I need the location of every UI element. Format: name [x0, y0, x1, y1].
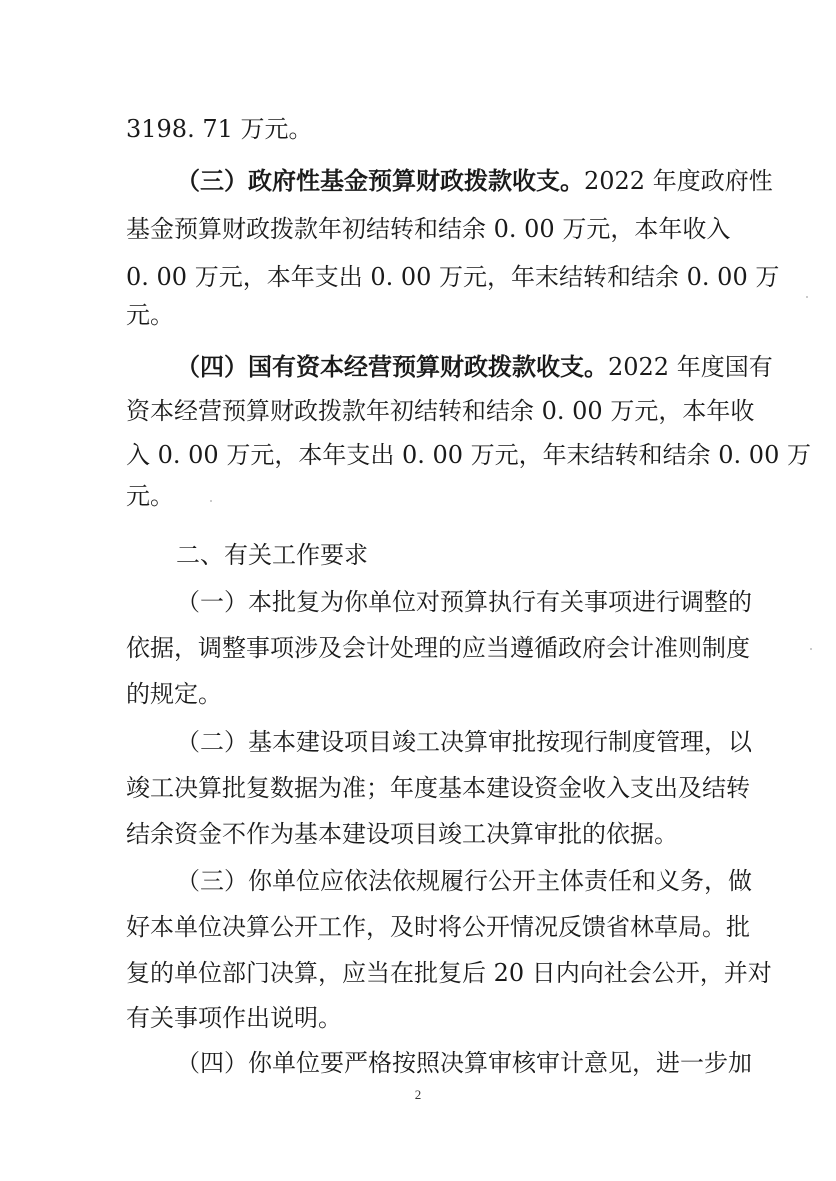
scan-speck: [210, 500, 212, 502]
paragraph-line: 基金预算财政拨款年初结转和结余 0. 00 万元，本年收入: [126, 215, 731, 243]
paragraph-line: （一）本批复为你单位对预算执行有关事项进行调整的: [176, 588, 752, 616]
subsection-heading-3: （三）政府性基金预算财政拨款收支。: [176, 167, 584, 195]
paragraph-text: 2022 年度政府性: [584, 167, 773, 195]
paragraph-line: 结余资金不作为基本建设项目竣工决算审批的依据。: [126, 820, 678, 848]
paragraph-line: 竣工决算批复数据为准；年度基本建设资金收入支出及结转: [126, 774, 750, 802]
paragraph-line: （二）基本建设项目竣工决算审批按现行制度管理，以: [176, 728, 752, 756]
paragraph-line: 资本经营预算财政拨款年初结转和结余 0. 00 万元，本年收: [126, 397, 755, 425]
paragraph-line: 元。: [126, 301, 174, 329]
paragraph-line: （四）你单位要严格按照决算审核审计意见，进一步加: [176, 1049, 752, 1077]
paragraph-heading-line: [176, 352, 773, 382]
paragraph-heading-line: [176, 166, 773, 196]
page-number: 2: [414, 1087, 422, 1102]
section-title: 二、有关工作要求: [176, 541, 368, 569]
paragraph-line: （三）你单位应依法依规履行公开主体责任和义务，做: [176, 867, 752, 895]
paragraph-line: 依据，调整事项涉及会计处理的应当遵循政府会计准则制度: [126, 634, 750, 662]
paragraph-line: 复的单位部门决算，应当在批复后 20 日内向社会公开，并对: [126, 959, 772, 987]
paragraph-line: 0. 00 万元，本年支出 0. 00 万元，年末结转和结余 0. 00 万: [126, 263, 780, 291]
scan-speck: [810, 648, 812, 650]
paragraph-line: 好本单位决算公开工作，及时将公开情况反馈省林草局。批: [126, 913, 750, 941]
scan-speck: [806, 296, 808, 298]
paragraph-text: 2022 年度国有: [608, 353, 773, 381]
subsection-heading-4: （四）国有资本经营预算财政拨款收支。: [176, 353, 608, 381]
paragraph-line: 3198. 71 万元。: [126, 115, 313, 143]
paragraph-line: 的规定。: [126, 680, 222, 708]
paragraph-line: 有关事项作出说明。: [126, 1004, 342, 1032]
paragraph-line: 入 0. 00 万元，本年支出 0. 00 万元，年末结转和结余 0. 00 万: [126, 441, 811, 469]
paragraph-line: 元。: [126, 482, 174, 510]
